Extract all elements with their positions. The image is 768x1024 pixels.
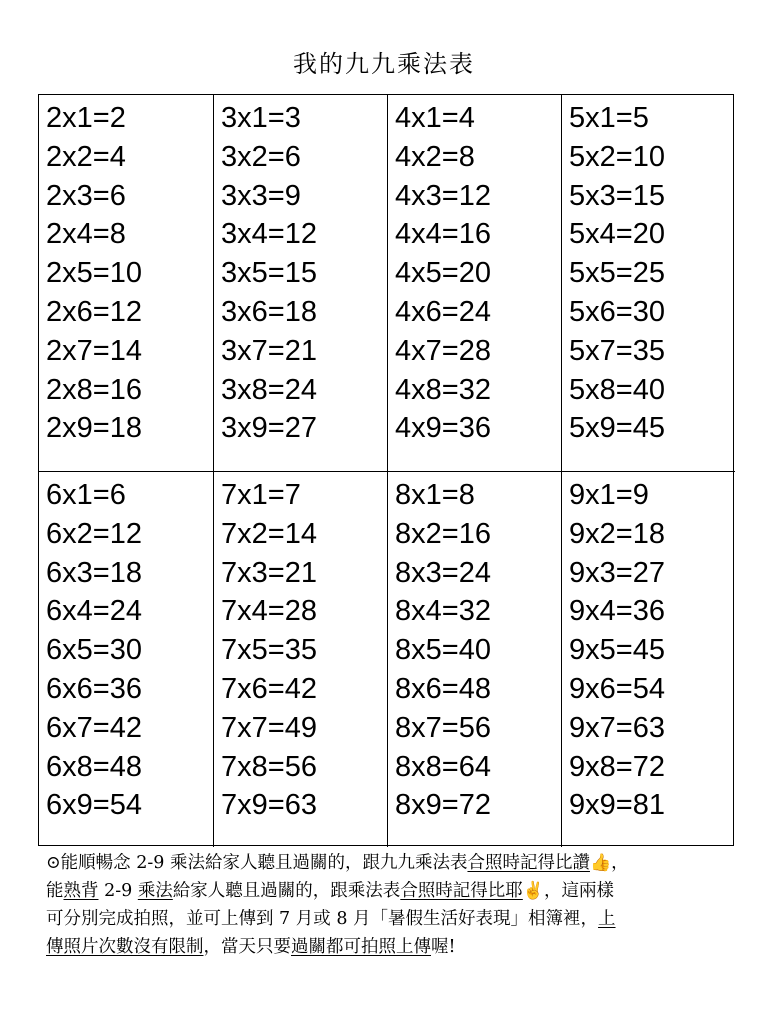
times-fact: 7x2=14 [221, 517, 317, 550]
times-fact: 9x9=81 [569, 789, 665, 822]
times-fact: 5x7=35 [569, 334, 665, 367]
times-fact: 3x6=18 [221, 295, 317, 328]
times-fact: 6x9=54 [46, 789, 142, 822]
times-fact: 7x7=49 [221, 711, 317, 744]
times-list-8 [395, 476, 491, 825]
times-fact: 9x1=9 [569, 479, 649, 511]
times-fact: 3x5=15 [221, 257, 317, 290]
times-list-9 [569, 476, 665, 825]
times-fact: 5x8=40 [569, 373, 665, 406]
times-fact: 2x8=16 [46, 373, 142, 406]
times-fact: 6x7=42 [46, 711, 142, 744]
times-list-4 [395, 99, 491, 448]
times-fact: 2x3=6 [46, 179, 126, 212]
times-fact: 9x6=54 [569, 672, 665, 705]
times-fact: 4x5=20 [395, 257, 491, 290]
times-fact: 7x6=42 [221, 672, 317, 705]
times-fact: 9x8=72 [569, 750, 665, 783]
times-fact: 3x3=9 [221, 179, 301, 212]
times-fact: 7x1=7 [221, 479, 301, 511]
times-fact: 4x7=28 [395, 334, 491, 367]
times-fact: 4x8=32 [395, 373, 491, 406]
table-block-9 [561, 471, 735, 847]
times-fact: 8x4=32 [395, 595, 491, 628]
multiplication-table [38, 94, 734, 846]
times-fact: 4x6=24 [395, 295, 491, 328]
times-list-2 [46, 99, 142, 448]
victory-hand-icon: ✌ [522, 881, 544, 901]
times-fact: 3x2=6 [221, 140, 301, 173]
times-fact: 6x5=30 [46, 634, 142, 667]
times-fact: 2x1=2 [46, 102, 126, 134]
times-fact: 8x1=8 [395, 479, 475, 511]
times-fact: 9x4=36 [569, 595, 665, 628]
times-fact: 5x5=25 [569, 257, 665, 290]
times-list-6 [46, 476, 142, 825]
times-fact: 7x3=21 [221, 556, 317, 589]
table-block-8 [387, 471, 561, 847]
times-fact: 8x2=16 [395, 517, 491, 550]
times-fact: 7x4=28 [221, 595, 317, 628]
times-fact: 4x1=4 [395, 102, 475, 134]
times-fact: 2x7=14 [46, 334, 142, 367]
times-fact: 7x8=56 [221, 750, 317, 783]
times-fact: 5x4=20 [569, 218, 665, 251]
times-list-3 [221, 99, 317, 448]
times-fact: 2x9=18 [46, 412, 142, 445]
times-fact: 8x5=40 [395, 634, 491, 667]
times-fact: 9x2=18 [569, 517, 665, 550]
times-fact: 3x1=3 [221, 102, 301, 134]
table-block-5 [561, 95, 735, 471]
times-fact: 4x3=12 [395, 179, 491, 212]
times-fact: 8x9=72 [395, 789, 491, 822]
times-fact: 6x6=36 [46, 672, 142, 705]
times-fact: 2x5=10 [46, 257, 142, 290]
table-block-6 [39, 471, 213, 847]
thumbs-up-icon: 👍 [589, 853, 612, 873]
times-fact: 7x9=63 [221, 789, 317, 822]
times-fact: 8x8=64 [395, 750, 491, 783]
times-list-5 [569, 99, 665, 448]
times-fact: 5x3=15 [569, 179, 665, 212]
times-fact: 8x3=24 [395, 556, 491, 589]
times-fact: 8x6=48 [395, 672, 491, 705]
table-block-4 [387, 95, 561, 471]
times-fact: 6x8=48 [46, 750, 142, 783]
times-fact: 4x2=8 [395, 140, 475, 173]
times-fact: 5x6=30 [569, 295, 665, 328]
times-fact: 9x5=45 [569, 634, 665, 667]
times-fact: 2x2=4 [46, 140, 126, 173]
times-fact: 8x7=56 [395, 711, 491, 744]
times-fact: 3x9=27 [221, 412, 317, 445]
instruction-line-4: 傳照片次數沒有限制，當天只要過關都可拍照上傳喔! [46, 937, 456, 957]
table-block-3 [213, 95, 387, 471]
table-block-7 [213, 471, 387, 847]
times-fact: 5x9=45 [569, 412, 665, 445]
times-list-7 [221, 476, 317, 825]
page-title: 我的九九乘法表 [293, 50, 475, 78]
times-fact: 2x4=8 [46, 218, 126, 251]
times-fact: 3x8=24 [221, 373, 317, 406]
instruction-line-3: 可分別完成拍照，並可上傳到 7 月或 8 月「暑假生活好表現」相簿裡，上 [46, 909, 616, 929]
times-fact: 6x2=12 [46, 517, 142, 550]
times-fact: 4x9=36 [395, 412, 491, 445]
instruction-line-2: 能熟背 2-9 乘法給家人聽且過關的，跟乘法表合照時記得比耶✌，這兩樣 [46, 877, 736, 905]
times-fact: 2x6=12 [46, 295, 142, 328]
times-fact: 3x4=12 [221, 218, 317, 251]
times-fact: 4x4=16 [395, 218, 491, 251]
instructions-text [46, 849, 736, 961]
times-fact: 9x3=27 [569, 556, 665, 589]
times-fact: 6x4=24 [46, 595, 142, 628]
times-fact: 9x7=63 [569, 711, 665, 744]
times-fact: 7x5=35 [221, 634, 317, 667]
table-block-2 [39, 95, 213, 471]
times-fact: 5x1=5 [569, 102, 649, 134]
times-fact: 6x1=6 [46, 479, 126, 511]
instruction-line-1: ⊙能順暢念 2-9 乘法給家人聽且過關的，跟九九乘法表合照時記得比讚👍， [46, 849, 736, 877]
times-fact: 5x2=10 [569, 140, 665, 173]
times-fact: 3x7=21 [221, 334, 317, 367]
times-fact: 6x3=18 [46, 556, 142, 589]
